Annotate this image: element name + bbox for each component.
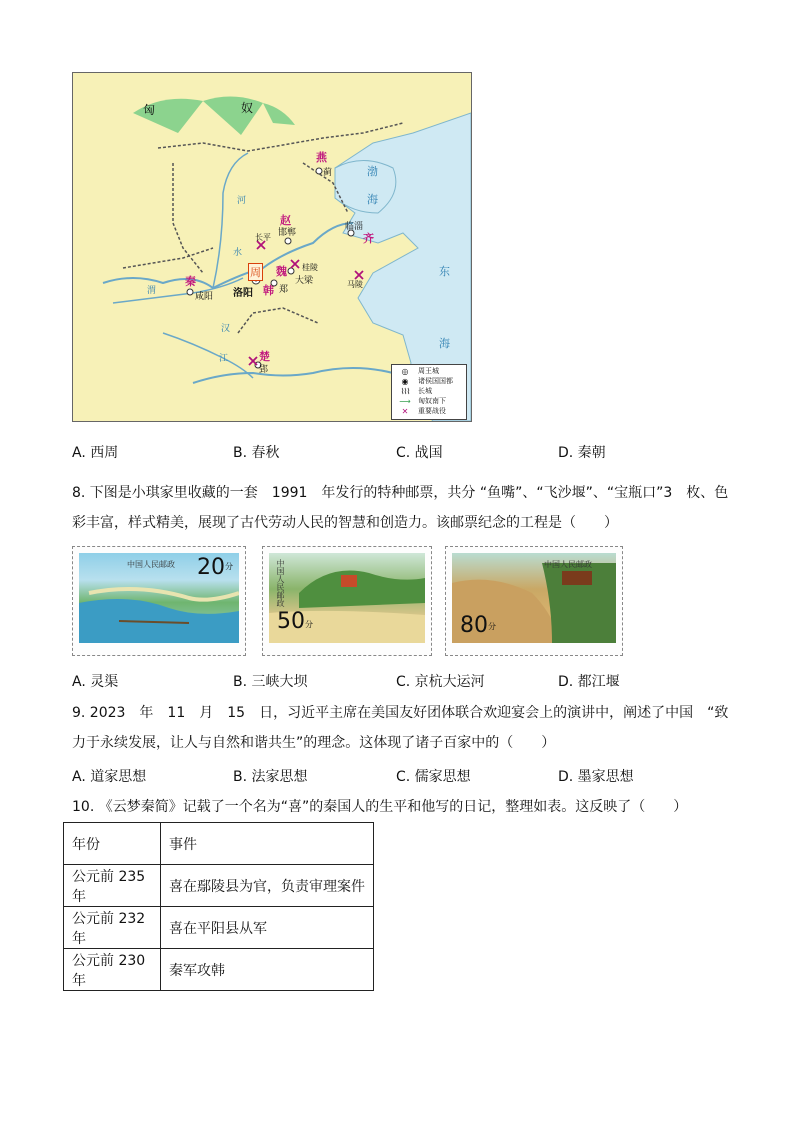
table-header-event: 事件	[161, 823, 374, 865]
legend-item: 周王城	[418, 367, 439, 375]
q9-option-a[interactable]: A. 道家思想	[72, 769, 147, 785]
q10-table	[63, 822, 374, 991]
map-label-zheng: 郑	[279, 285, 289, 295]
wei-river	[113, 278, 243, 303]
map-label-ji: 蓟	[323, 168, 333, 178]
legend-item: 重要战役	[418, 407, 446, 415]
map-label-changping: 长平	[255, 233, 271, 242]
warring-states-map	[72, 72, 472, 422]
q7-option-b[interactable]: B. 春秋	[233, 445, 280, 461]
stamp-3-country: 中国人民邮政	[544, 560, 592, 569]
battle-marker-guiling	[291, 260, 299, 268]
capital-marker-handan	[285, 238, 291, 244]
table-header-row	[64, 823, 374, 865]
q10-text: 10. 《云梦秦简》记载了一个名为“喜”的秦国人的生平和他写的日记，整理如表。这反映了（ ）	[72, 799, 688, 815]
table-row	[64, 907, 374, 949]
map-label-ying: 郢	[259, 365, 269, 375]
map-label-luoyang: 洛阳	[233, 288, 253, 299]
q7-option-c[interactable]: C. 战国	[396, 445, 443, 461]
yangtze-river	[193, 368, 393, 383]
battle-icon: ✕	[401, 407, 409, 416]
map-label-qi: 齐	[363, 232, 374, 245]
stamp-2-country: 中国人民邮政	[276, 559, 285, 607]
capital-marker-daliang	[288, 268, 294, 274]
map-label-bohai: 渤	[367, 165, 378, 178]
map-label-zhou: 周	[248, 263, 263, 281]
q9-text: 9. 2023 年 11 月 15 日，习近平主席在美国友好团体联合欢迎宴会上的演讲中，阐述了中国 “致力于永续发展，让人与自然和谐共生”的理念。这体现了诸子百家中的（ ）	[72, 705, 729, 751]
wall-icon: ⌇⌇⌇	[400, 387, 410, 396]
legend-item: 长城	[418, 387, 432, 395]
table-header-year: 年份	[64, 823, 161, 865]
map-label-wei-river: 渭	[147, 286, 157, 296]
table-cell-event: 喜在平阳县从军	[161, 907, 374, 949]
q9-option-d[interactable]: D. 墨家思想	[558, 769, 634, 785]
yellow-river	[103, 223, 353, 288]
table-cell-year: 公元前 235 年	[64, 865, 161, 907]
battle-marker-ying	[249, 357, 257, 365]
legend-item: 匈奴南下	[418, 397, 446, 405]
table-row	[64, 865, 374, 907]
q8-text: 8. 下图是小琪家里收藏的一套 1991 年发行的特种邮票，共分 “鱼嘴”、“飞沙堰”、“宝瓶口”3 枚、色彩丰富，样式精美，展现了古代劳动人民的智慧和创造力。该邮票纪念的工程是（ ）	[72, 485, 729, 531]
map-label-handan: 邯郸	[278, 228, 297, 238]
map-label-qin: 秦	[185, 275, 196, 288]
arrow-icon: ⟶	[399, 397, 411, 406]
capital-marker-ji	[316, 168, 322, 174]
map-label-donghai: 海	[439, 337, 450, 350]
q8-option-b[interactable]: B. 三峡大坝	[233, 674, 308, 690]
han-river	[163, 333, 253, 378]
great-wall	[158, 123, 403, 151]
map-label-bohai: 海	[367, 193, 378, 206]
map-label-river: 河	[237, 196, 247, 206]
map-label-wei: 魏	[276, 265, 287, 278]
q7-option-a[interactable]: A. 西周	[72, 445, 119, 461]
map-label-linzi: 临淄	[345, 222, 364, 232]
q8-option-c[interactable]: C. 京杭大运河	[396, 674, 485, 690]
xiongnu-arrow	[263, 103, 295, 125]
map-label-maling: 马陵	[347, 280, 363, 289]
zhou-capital-icon: ◎	[401, 367, 409, 376]
capital-icon: ◉	[401, 377, 409, 386]
capital-marker-xianyang	[187, 289, 193, 295]
q9-option-b[interactable]: B. 法家思想	[233, 769, 308, 785]
q9-option-c[interactable]: C. 儒家思想	[396, 769, 471, 785]
q8-option-d[interactable]: D. 都江堰	[558, 674, 620, 690]
map-label-zhao: 赵	[280, 214, 291, 227]
map-label-xianyang: 咸阳	[195, 292, 214, 302]
stamp-3-unit: 分	[488, 622, 496, 631]
xiongnu-arrow	[203, 96, 263, 135]
table-row	[64, 949, 374, 991]
table-cell-year: 公元前 232 年	[64, 907, 161, 949]
map-label-yan: 燕	[316, 151, 327, 164]
great-wall	[238, 308, 318, 333]
table-cell-event: 秦军攻韩	[161, 949, 374, 991]
stamp-2-value: 50	[277, 609, 305, 634]
table-cell-event: 喜在鄢陵县为官，负责审理案件	[161, 865, 374, 907]
map-label-donghai: 东	[439, 265, 450, 278]
stamp-2	[262, 546, 432, 656]
map-label-jiang: 江	[219, 354, 229, 364]
legend-item: 诸侯国国都	[418, 377, 453, 385]
map-label-chu: 楚	[259, 350, 270, 363]
stamp-1-country: 中国人民邮政	[127, 560, 175, 569]
stamp-1-value: 20	[197, 555, 225, 580]
map-legend	[391, 364, 467, 420]
map-label-guiling: 桂陵	[302, 263, 318, 272]
great-wall	[123, 248, 213, 268]
map-label-han-river: 汉	[221, 324, 231, 334]
table-cell-year: 公元前 230 年	[64, 949, 161, 991]
map-label-daliang: 大梁	[295, 276, 314, 286]
map-label-xiongnu: 匈	[143, 103, 156, 117]
stamp-3-value: 80	[460, 613, 488, 638]
stamp-2-unit: 分	[305, 620, 313, 629]
map-label-han: 韩	[263, 284, 274, 297]
stamp-1	[72, 546, 246, 656]
map-label-xiongnu: 奴	[241, 101, 254, 115]
q7-option-d[interactable]: D. 秦朝	[558, 445, 606, 461]
q8-option-a[interactable]: A. 灵渠	[72, 674, 119, 690]
stamp-1-unit: 分	[225, 562, 233, 571]
map-label-river: 水	[233, 248, 243, 258]
stamp-3	[445, 546, 623, 656]
yellow-river-upper	[213, 153, 248, 288]
battle-marker-maling	[355, 271, 363, 279]
